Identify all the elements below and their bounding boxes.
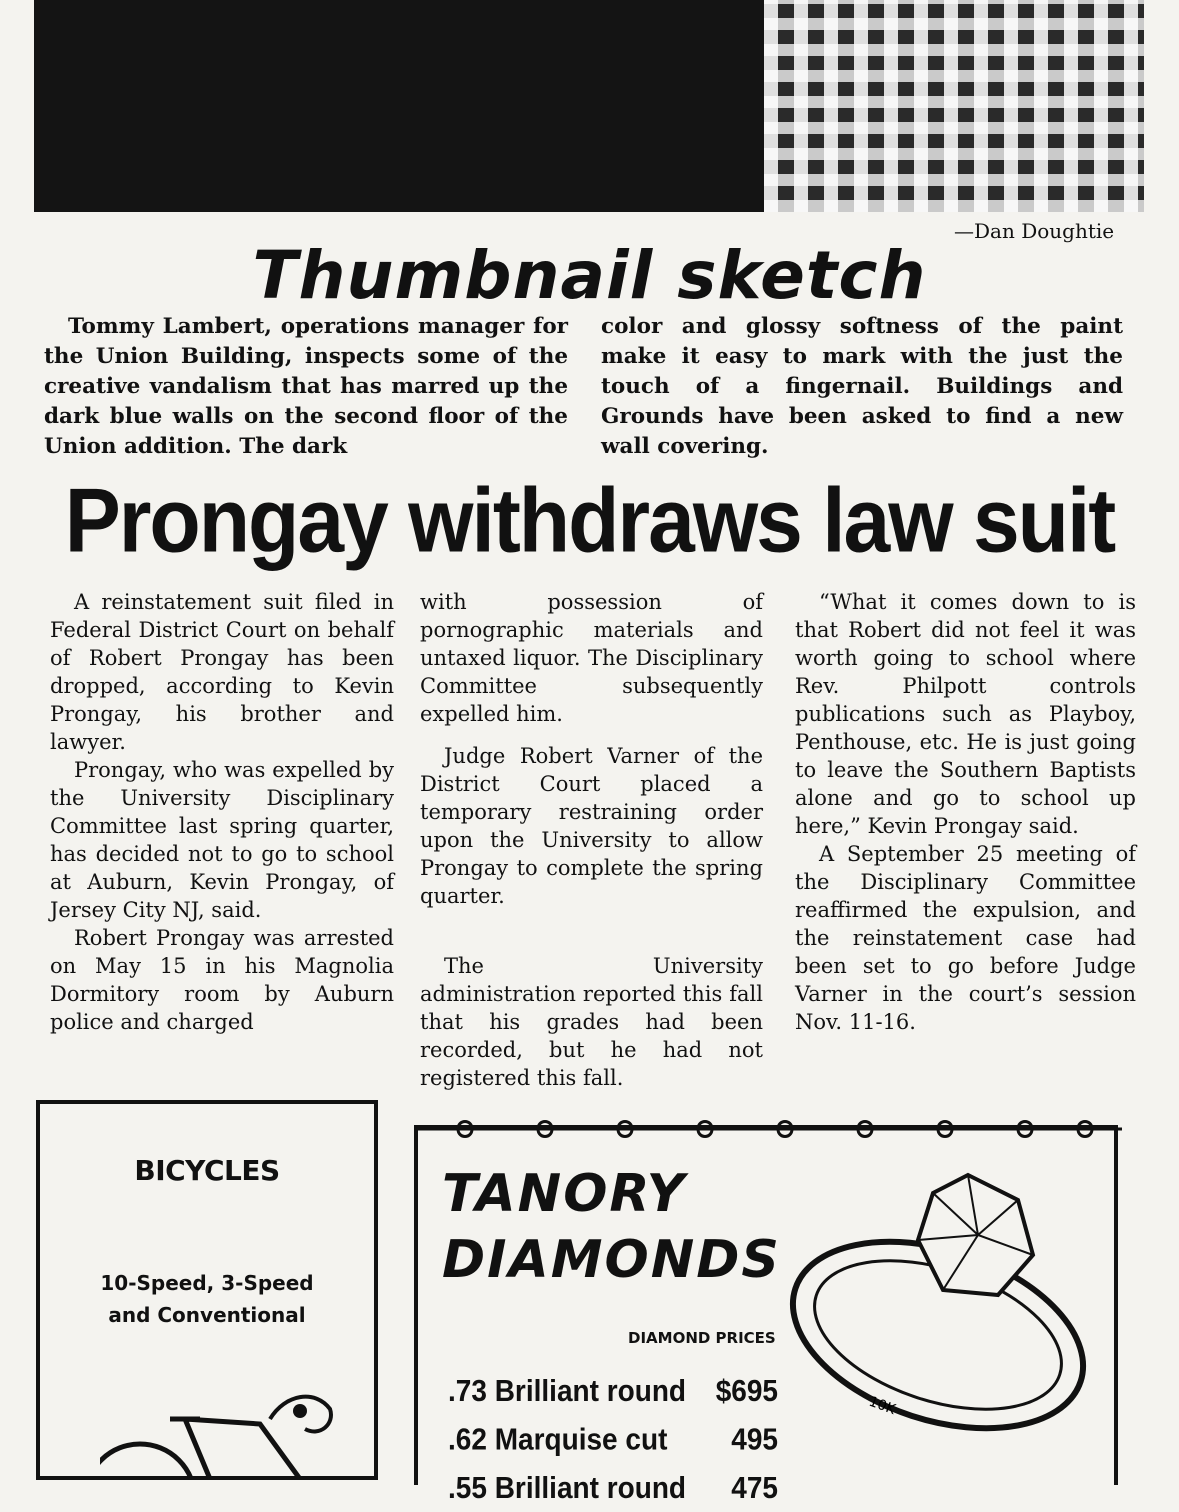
diamond-prices-list: [448, 1367, 778, 1512]
paragraph: The University administration reported this fall that his grades had been recorded, but he had not registered this fall.: [420, 954, 763, 1090]
paragraph: “What it comes down to is that Robert did not feel it was worth going to school where Rev. Philpott controls publications such as Playboy, Penthouse, etc. He is just going to leave the Southern Baptists alone and go to school up here,” Kevin Prongay said.: [795, 590, 1136, 838]
paragraph: Robert Prongay was arrested on May 15 in his Magnolia Dormitory room by Auburn police and charged: [50, 926, 394, 1034]
price-item: .62 Marquise cut: [448, 1422, 668, 1457]
bicycles-ad-line: 10-Speed, 3-Speed: [100, 1271, 314, 1295]
price-row: [448, 1415, 778, 1463]
paragraph: A reinstatement suit filed in Federal District Court on behalf of Robert Prongay has been dropped, according to Kevin Prongay, his brother and lawyer.: [50, 590, 394, 754]
diamonds-ad-name-line: TANORY: [442, 1164, 687, 1224]
news-photo: [34, 0, 1144, 212]
paragraph: with possession of pornographic materials and untaxed liquor. The Disciplinary Committee subsequently expelled him.: [420, 590, 763, 726]
diamond-ring-icon: [778, 1165, 1098, 1445]
plaid-shirt: [764, 0, 1144, 212]
price-value: 495: [731, 1422, 778, 1457]
bicycles-ad-title: BICYCLES: [134, 1154, 280, 1187]
price-item: .73 Brilliant round: [448, 1373, 687, 1408]
diamond-prices-heading: DIAMOND PRICES: [628, 1329, 776, 1347]
caption-right-column: [601, 312, 1123, 462]
price-item: .55 Brilliant round: [448, 1470, 687, 1505]
article-column-2: [420, 588, 763, 1092]
ring-mark: 10K: [866, 1393, 898, 1418]
price-row: [448, 1367, 778, 1415]
ornamental-border-icon: [418, 1115, 1122, 1143]
price-row: [448, 1464, 778, 1512]
bicycles-ad-line: and Conventional: [108, 1303, 306, 1327]
paragraph: Prongay, who was expelled by the University Disciplinary Committee last spring quarter, has decided not to go to school at Auburn, Kevin Prongay, of Jersey City NJ, said.: [50, 758, 394, 922]
bicycles-ad: [36, 1100, 378, 1480]
paragraph: A September 25 meeting of the Disciplinary Committee reaffirmed the expulsion, and the reinstatement case had been set to go before Judge Varner in the court’s session Nov. 11-16.: [795, 842, 1136, 1034]
paragraph: Judge Robert Varner of the District Court placed a temporary restraining order upon the University to allow Prongay to complete the spring quarter.: [420, 744, 763, 908]
diamonds-ad-name-line: DIAMONDS: [442, 1230, 781, 1290]
diamonds-ad-name: [442, 1161, 781, 1293]
article-headline: Prongay withdraws law suit: [64, 469, 1115, 571]
photo-credit: —Dan Doughtie: [954, 219, 1115, 243]
price-value: $695: [715, 1373, 778, 1408]
article-column-1: [50, 588, 394, 1036]
article-column-3: [795, 588, 1136, 1036]
bicycle-icon: [100, 1389, 340, 1479]
diamonds-ad: [414, 1125, 1118, 1505]
caption-left-text: Tommy Lambert, operations manager for the Union Building, inspects some of the creative vandalism that has marred up the dark blue walls on the second floor of the Union addition. The dark: [44, 314, 568, 459]
caption-left-column: [44, 312, 568, 462]
caption-title: Thumbnail sketch: [252, 237, 927, 314]
price-value: 475: [731, 1470, 778, 1505]
bicycles-ad-subtitle: [40, 1267, 374, 1331]
caption-right-text: color and glossy softness of the paint make it easy to mark with the just the touch of a fingernail. Buildings and Grounds have been asked to find a new wall covering.: [601, 314, 1123, 459]
